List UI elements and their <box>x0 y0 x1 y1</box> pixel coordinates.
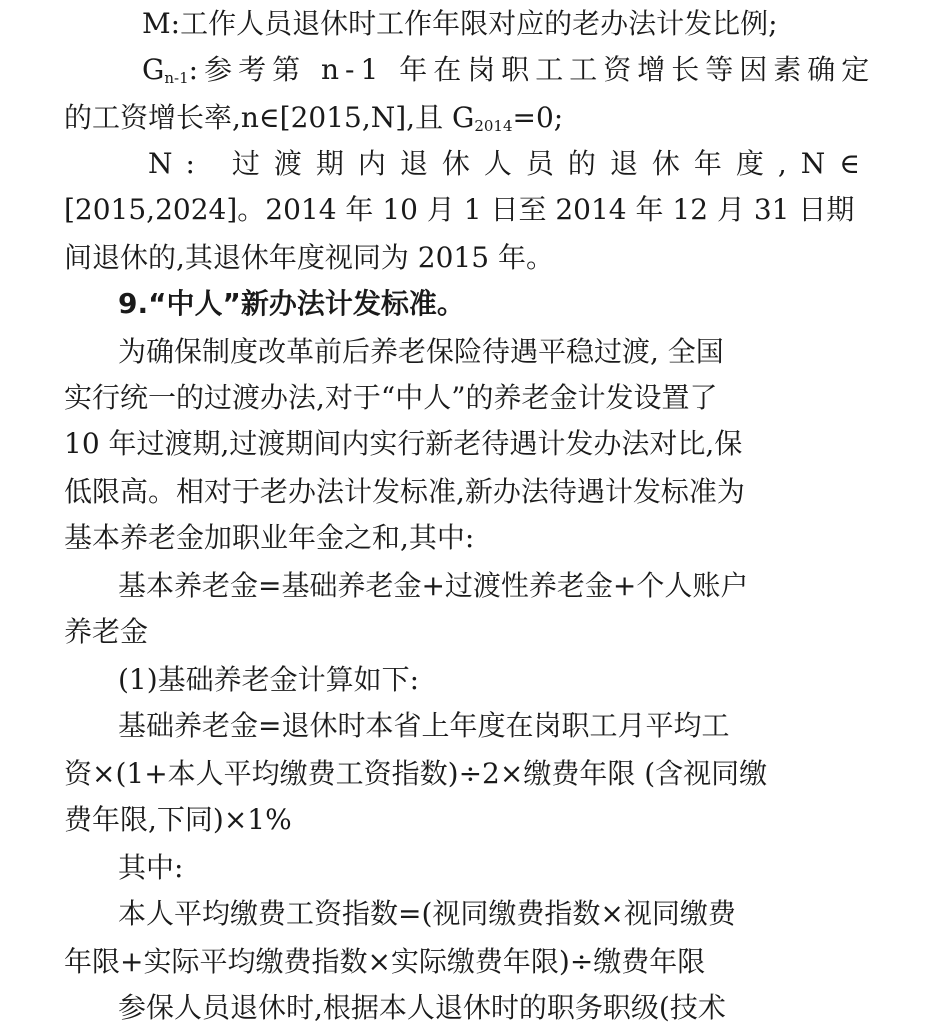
line-text: (1)基础养老金计算如下: <box>118 663 420 696</box>
paragraph-line-retirement-year <box>0 234 844 282</box>
heading-text: 9.“中人”新办法计发标准。 <box>118 287 465 320</box>
line-text: 本人平均缴费工资指数=(视同缴费指数×视同缴费 <box>118 897 736 930</box>
line-text: 为确保制度改革前后养老保险待遇平稳过渡, 全国 <box>118 335 724 368</box>
formula-line <box>0 608 844 656</box>
subscript: 2014 <box>474 117 513 135</box>
formula-line <box>0 890 898 938</box>
paragraph-line <box>0 468 844 516</box>
paragraph-line <box>0 328 898 376</box>
line-text: 资×(1+本人平均缴费工资指数)÷2×缴费年限 (含视同缴 <box>64 757 768 790</box>
line-text: 低限高。相对于老办法计发标准,新办法待遇计发标准为 <box>64 475 745 508</box>
paragraph-line <box>0 420 844 468</box>
line-text: 基本养老金加职业年金之和,其中: <box>64 521 475 554</box>
line-text-post: :参考第 n-1 年在岗职工工资增长等因素确定 <box>188 53 876 86</box>
line-text: 参保人员退休时,根据本人退休时的职务职级(技术 <box>118 991 726 1024</box>
line-text: 其中: <box>118 851 184 884</box>
paragraph-line-growth-rate <box>0 94 844 142</box>
paragraph-line <box>0 984 898 1032</box>
line-text: M:工作人员退休时工作年限对应的老办法计发比例; <box>142 7 778 40</box>
line-text: 年限+实际平均缴费指数×实际缴费年限)÷缴费年限 <box>64 945 706 978</box>
line-text: 间退休的,其退休年度视同为 2015 年。 <box>64 241 554 274</box>
formula-line <box>0 750 844 798</box>
line-text: 实行统一的过渡办法,对于“中人”的养老金计发设置了 <box>64 381 718 414</box>
formula-line <box>0 702 898 750</box>
formula-line <box>0 562 898 610</box>
paragraph-line-g-definition <box>0 46 922 94</box>
section-heading <box>0 280 898 328</box>
line-text-pre: G <box>142 53 165 86</box>
line-text: 费年限,下同)×1% <box>64 803 292 836</box>
paragraph-line-m-definition <box>0 0 922 48</box>
formula-line <box>0 938 844 986</box>
line-text-post: =0; <box>512 101 564 134</box>
paragraph-line <box>0 514 844 562</box>
subscript: n-1 <box>164 69 189 87</box>
line-text: 养老金 <box>64 615 149 648</box>
line-text-pre: 的工资增长率,n∈[2015,N],且 G <box>64 101 475 134</box>
line-text: 基本养老金=基础养老金+过渡性养老金+个人账户 <box>118 569 749 602</box>
paragraph-line <box>0 844 898 892</box>
paragraph-line-n-definition <box>0 140 928 188</box>
formula-line <box>0 796 844 844</box>
line-text: [2015,2024]。2014 年 10 月 1 日至 2014 年 12 月 31 日期 <box>64 193 855 226</box>
line-text: 10 年过渡期,过渡期间内实行新老待遇计发办法对比,保 <box>64 427 743 460</box>
paragraph-line <box>0 374 844 422</box>
subsection-heading <box>0 656 898 704</box>
paragraph-line-range <box>0 186 855 234</box>
line-text: 基础养老金=退休时本省上年度在岗职工月平均工 <box>118 709 730 742</box>
line-text: N: 过渡期内退休人员的退休年度,N∈ <box>148 147 874 180</box>
